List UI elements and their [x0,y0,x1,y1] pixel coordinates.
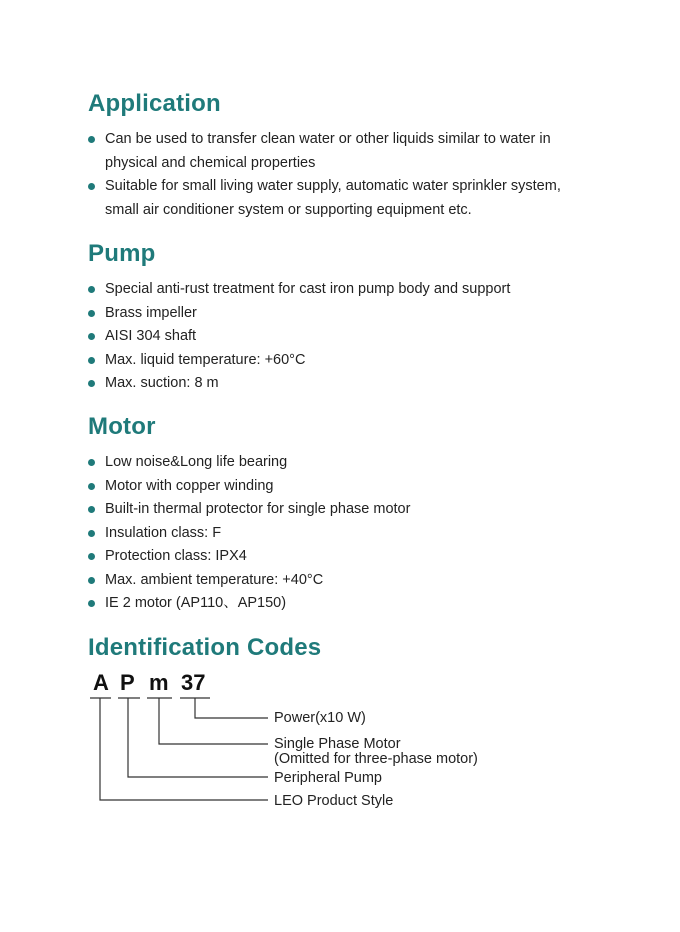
application-heading: Application [88,90,221,117]
list-item: AISI 304 shaft [88,325,628,349]
code-letter-a: A [93,670,109,695]
peripheral-label: Peripheral Pump [274,770,382,786]
code-letter-p: P [120,670,135,695]
list-item: Max. suction: 8 m [88,372,628,396]
list-item: Insulation class: F [88,522,628,546]
motor-heading: Motor [88,413,156,440]
list-item: Can be used to transfer clean water or other liquids similar to water in physical and chemical properties [88,128,628,175]
power-connector [195,698,268,718]
list-item: Suitable for small living water supply, automatic water sprinkler system, small air conditioner system or supporting equipment etc. [88,175,628,222]
peripheral-connector [128,698,268,777]
single-phase-label: Single Phase Motor [274,736,401,752]
code-letter-m: m [149,670,169,695]
single-phase-connector [159,698,268,744]
list-item: Built-in thermal protector for single phase motor [88,498,628,522]
identification-heading: Identification Codes [88,634,322,661]
list-item: Protection class: IPX4 [88,545,628,569]
code-power-number: 37 [181,670,206,695]
leo-connector [100,698,268,800]
list-item: Motor with copper winding [88,475,628,499]
pump-heading: Pump [88,240,156,267]
leo-label: LEO Product Style [274,793,394,809]
list-item: Brass impeller [88,302,628,326]
list-item: Low noise&Long life bearing [88,451,628,475]
single-phase-note: (Omitted for three-phase motor) [274,751,478,767]
list-item: Special anti-rust treatment for cast iron pump body and support [88,278,628,302]
list-item: Max. ambient temperature: +40°C [88,569,628,593]
list-item: IE 2 motor (AP110、AP150) [88,592,628,616]
list-item: Max. liquid temperature: +60°C [88,349,628,373]
power-label: Power(x10 W) [274,710,366,726]
